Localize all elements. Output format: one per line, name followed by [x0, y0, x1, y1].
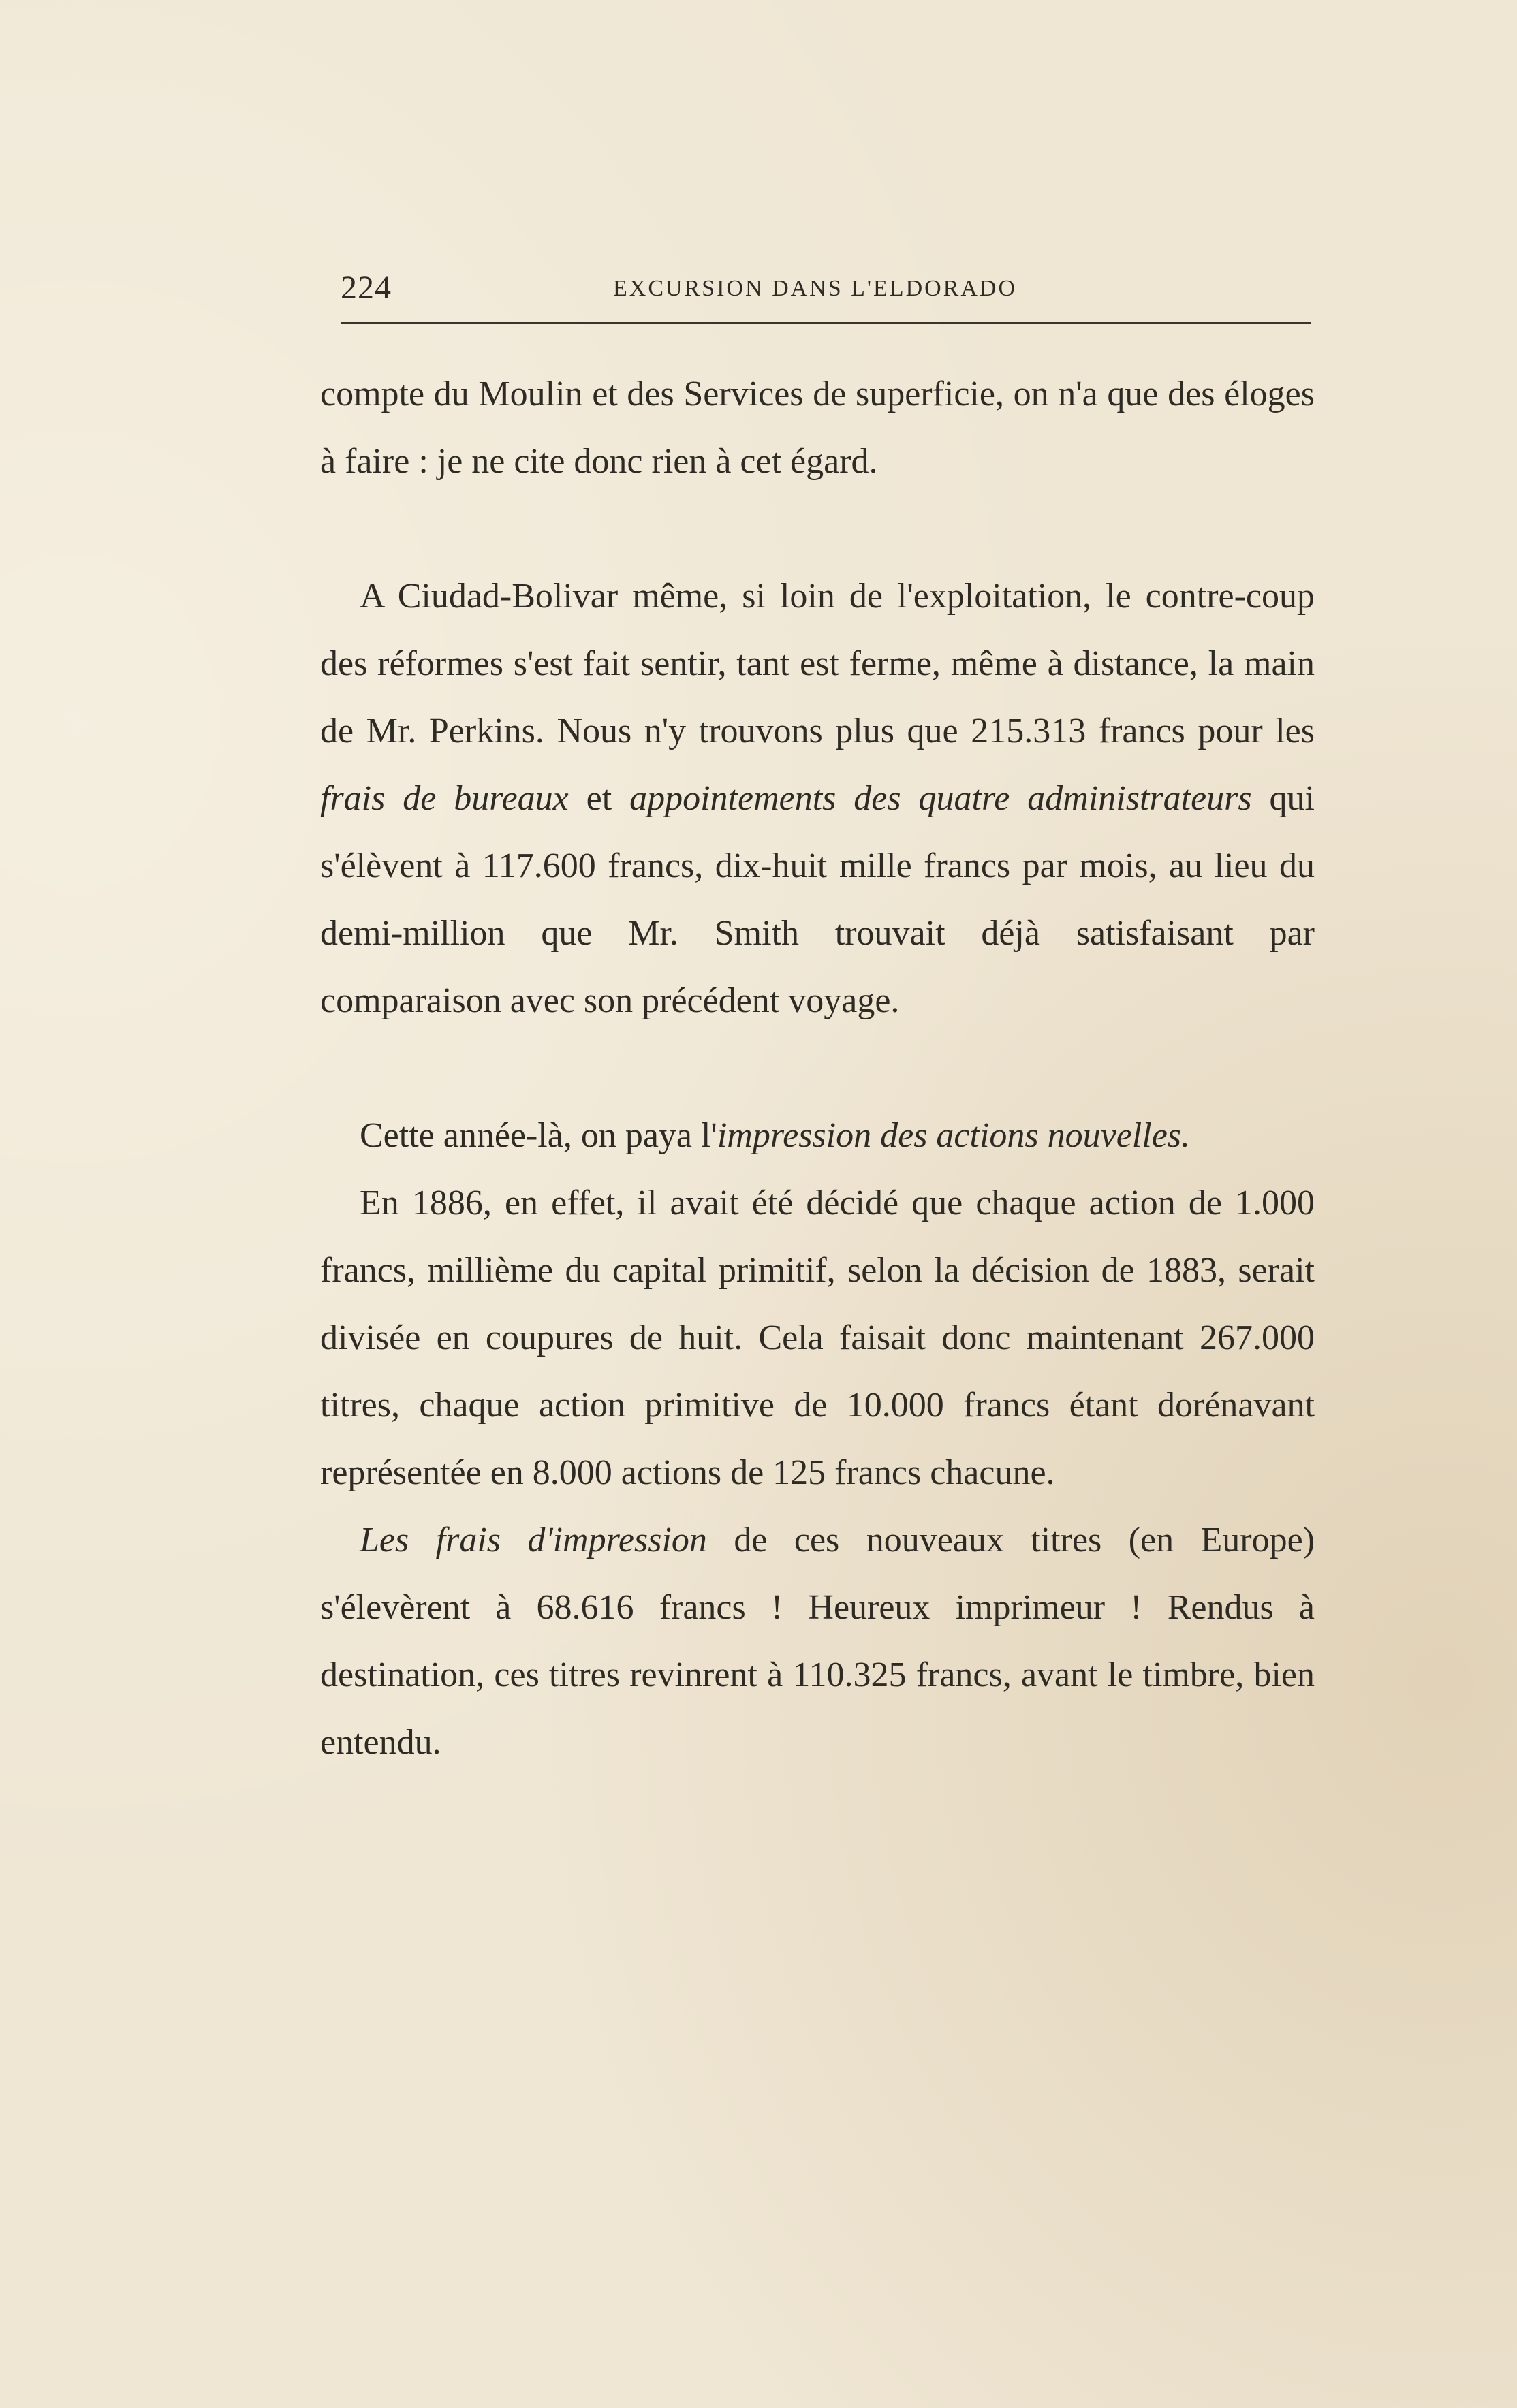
paragraph-spacer	[320, 1034, 1315, 1102]
page-number: 224	[341, 270, 392, 306]
header-rule	[341, 322, 1311, 324]
paragraph-5: Les frais d'impression de ces nouveaux titres (en Europe) s'élevèrent à 68.616 francs ! Heureux imprimeur ! Rendus à destination, ces titres revinrent à 110.325 francs, avant le timbre, bien entendu.	[320, 1521, 1315, 1762]
paragraph-spacer	[320, 495, 1315, 563]
paragraph-3: Cette année-là, on paya l'impression des actions nouvelles.	[360, 1116, 1191, 1155]
paragraph-4: En 1886, en effet, il avait été décidé que chaque action de 1.000 francs, millième du capital primitif, selon la décision de 1883, serait divisée en coupures de huit. Cela faisait donc maintenant 267.000 titres, chaque action primitive de 10.000 francs étant dorénavant représentée en 8.000 actions de 125 francs chacune.	[320, 1184, 1315, 1492]
body-text	[320, 360, 1315, 1776]
book-page	[320, 269, 1315, 1762]
running-title: EXCURSION DANS L'ELDORADO	[613, 276, 1018, 301]
paragraph-2: A Ciudad-Bolivar même, si loin de l'exploitation, le contre-coup des réformes s'est fait sentir, tant est ferme, même à distance, la main de Mr. Perkins. Nous n'y trouvons plus que 215.313 francs pour les frais de bureaux et appointements des quatre administrateurs qui s'élèvent à 117.600 francs, dix-huit mille francs par mois, au lieu du demi-million que Mr. Smith trouvait déjà satisfaisant par comparaison avec son précédent voyage.	[320, 577, 1315, 1020]
paragraph-1: compte du Moulin et des Services de superficie, on n'a que des éloges à faire : je ne cite donc rien à cet égard.	[320, 375, 1315, 481]
running-head	[320, 269, 1315, 310]
